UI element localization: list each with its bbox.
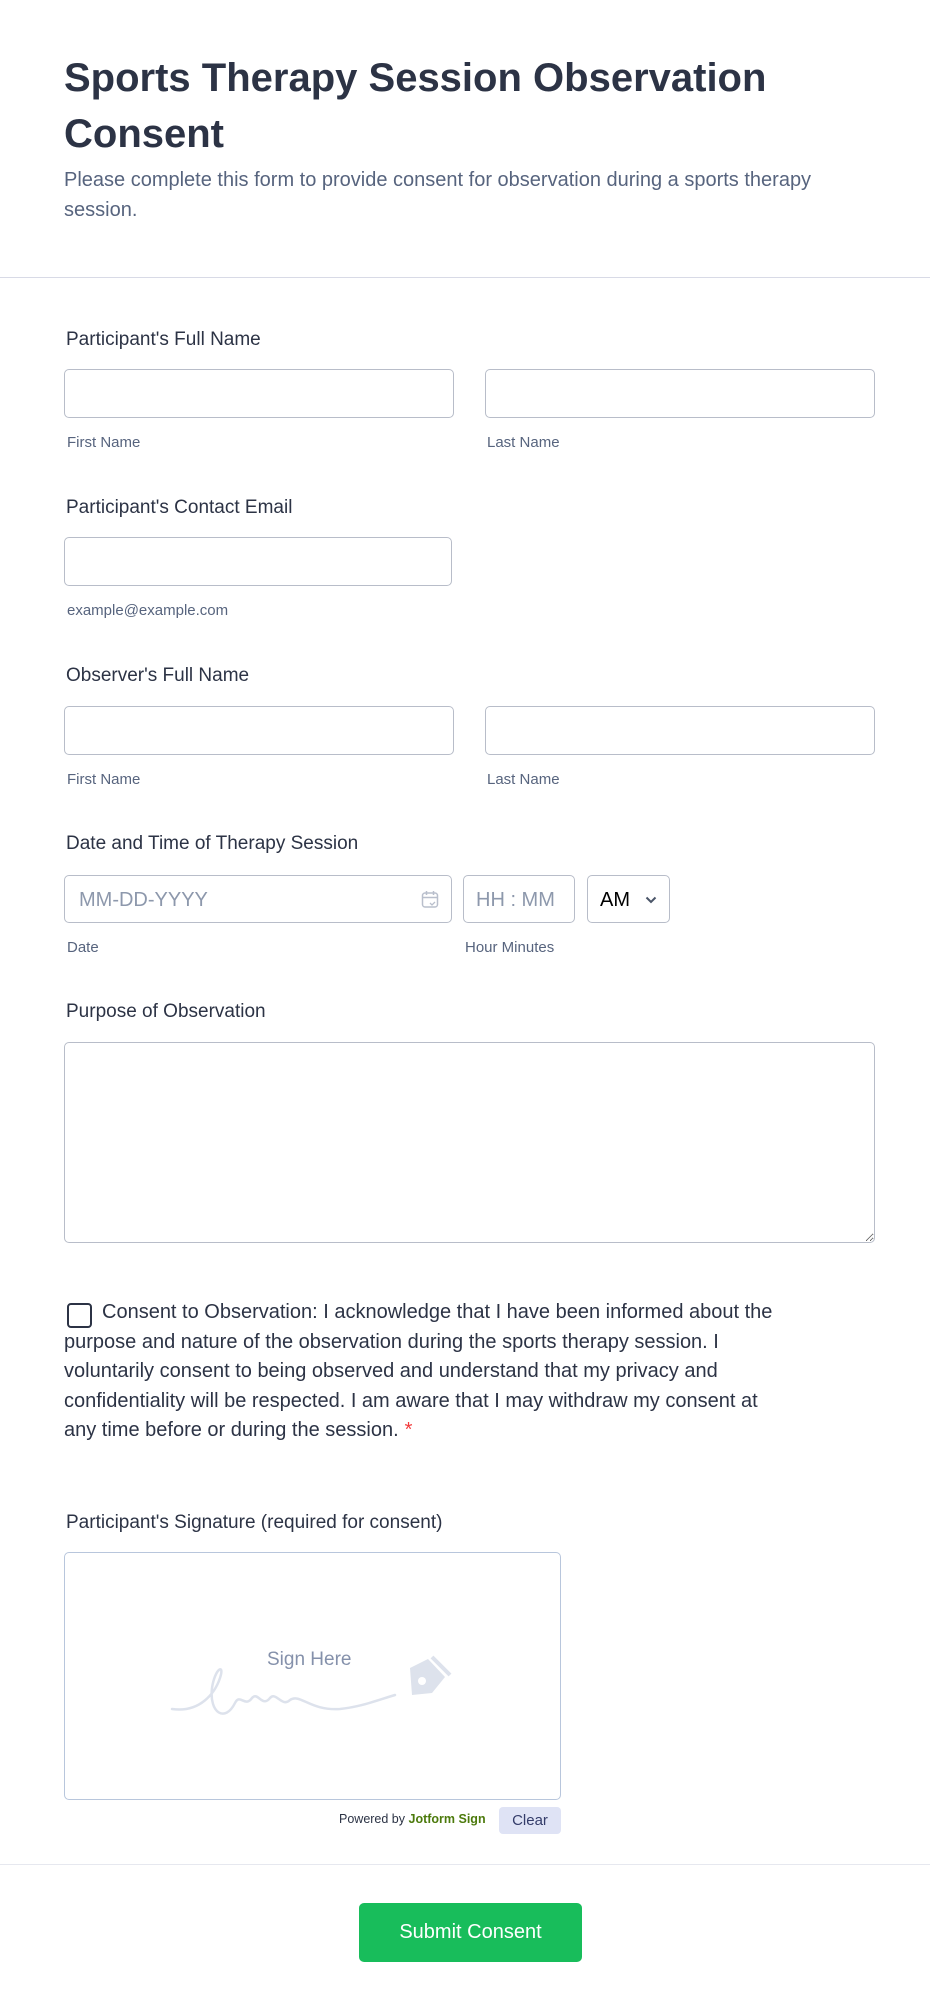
observer-last-name-input[interactable] [485, 706, 875, 755]
observer-name-label: Observer's Full Name [66, 665, 250, 686]
chevron-down-icon [645, 896, 657, 904]
jotform-sign-brand: Jotform Sign [408, 1812, 486, 1826]
date-placeholder: MM-DD-YYYY [79, 889, 208, 911]
signature-pad[interactable] [64, 1552, 561, 1800]
footer-divider [0, 1864, 930, 1865]
purpose-label: Purpose of Observation [66, 1001, 266, 1022]
email-label: Participant's Contact Email [66, 497, 293, 518]
signature-label: Participant's Signature (required for consent) [66, 1512, 443, 1533]
session-datetime-label: Date and Time of Therapy Session [66, 833, 359, 854]
signature-scribble-icon [170, 1653, 460, 1723]
time-placeholder: HH : MM [476, 889, 555, 911]
ampm-select[interactable] [587, 875, 670, 923]
participant-name-label: Participant's Full Name [66, 329, 261, 350]
page-subtitle: Please complete this form to provide consent for observation during a sports therapy session. [64, 169, 812, 221]
submit-button[interactable]: Submit Consent [359, 1903, 582, 1962]
clear-signature-button[interactable]: Clear [499, 1807, 561, 1834]
purpose-textarea[interactable] [64, 1042, 875, 1243]
date-input[interactable] [64, 875, 452, 923]
last-name-sublabel: Last Name [487, 434, 560, 451]
date-sublabel: Date [67, 939, 99, 956]
powered-by [339, 1812, 486, 1826]
email-input[interactable] [64, 537, 452, 586]
required-marker: * [404, 1419, 413, 1441]
page-title: Sports Therapy Session Observation Consent [64, 56, 767, 156]
calendar-icon[interactable] [421, 890, 439, 909]
consent-text [64, 1298, 794, 1446]
participant-first-name-input[interactable] [64, 369, 454, 418]
consent-label: Consent to Observation: I acknowledge that I have been informed about the purpose and nature of the observation during the sports therapy session. I voluntarily consent to being observed and understand that my privacy and confidentiality will be respected. I am aware that I may withdraw my consent at any time before or during the session. [64, 1301, 773, 1441]
time-sublabel: Hour Minutes [465, 939, 555, 956]
participant-last-name-input[interactable] [485, 369, 875, 418]
first-name-sublabel: First Name [67, 771, 141, 788]
sign-here-placeholder: Sign Here [267, 1649, 352, 1670]
email-sublabel: example@example.com [67, 602, 229, 619]
powered-by-text: Powered by [339, 1812, 406, 1826]
ampm-value: AM [600, 889, 630, 911]
first-name-sublabel: First Name [67, 434, 141, 451]
header-divider [0, 277, 930, 278]
observer-first-name-input[interactable] [64, 706, 454, 755]
consent-checkbox[interactable] [67, 1303, 92, 1328]
last-name-sublabel: Last Name [487, 771, 560, 788]
time-input[interactable] [463, 875, 575, 923]
